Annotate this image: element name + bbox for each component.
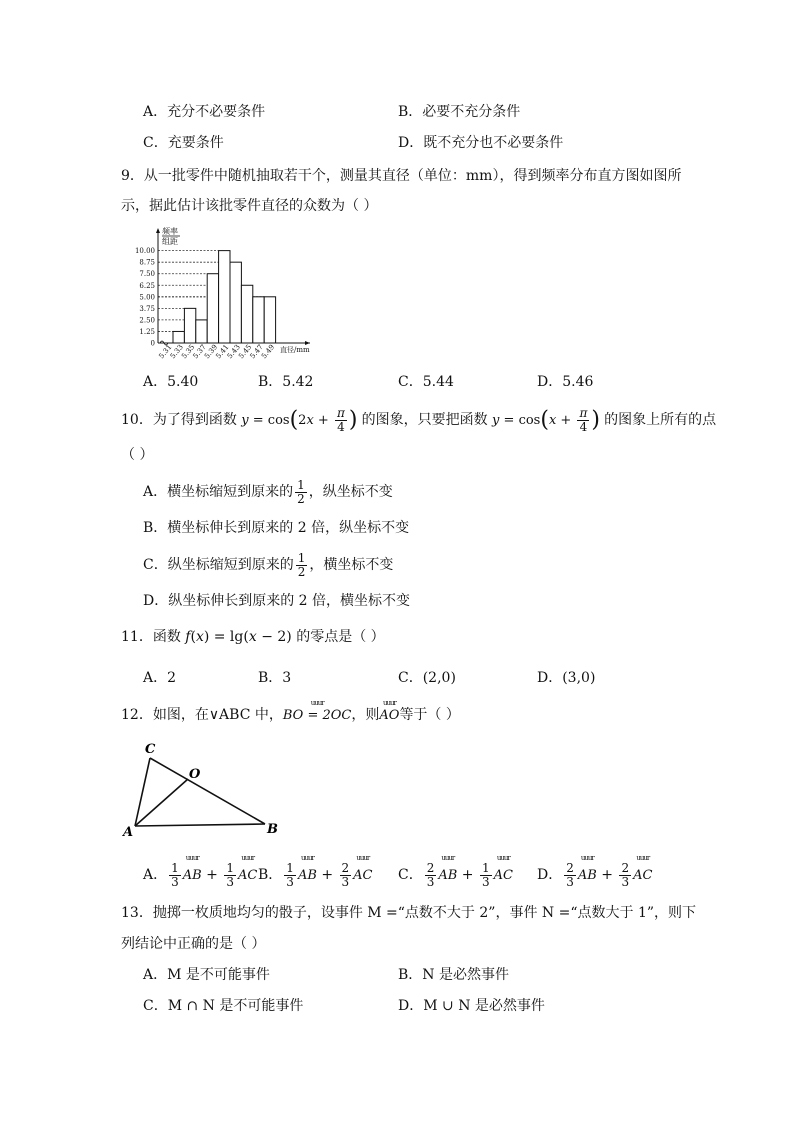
y-axis-label-bottom: 组距 — [162, 237, 178, 246]
x-axis-arrow — [305, 341, 310, 345]
histogram-bar — [230, 262, 241, 343]
q10-option-c-post: ，横坐标不变 — [309, 557, 394, 573]
q8-option-c: C．充要条件 — [143, 135, 224, 151]
q13-stem-line2: 列结论中正确的是（ ） — [121, 936, 266, 952]
y-tick-label: 1.25 — [139, 327, 155, 336]
fraction-numerator: 1 — [297, 477, 305, 492]
q10-suffix: 的图象上所有的点 — [604, 412, 717, 428]
y-axis-label-top: 频率 — [162, 227, 178, 236]
histogram-bar — [207, 274, 218, 343]
q10-option-a-post: ，纵坐标不变 — [308, 484, 393, 500]
fraction-denominator: 2 — [297, 564, 306, 579]
q11-option-a: A．2 — [143, 670, 177, 686]
y-tick-label: 6.25 — [139, 281, 155, 290]
q8-option-d: D．既不充分也不必要条件 — [398, 135, 564, 151]
q10-middle: 的图象，只要把函数 — [361, 412, 488, 428]
x-axis-label: 直径/mm — [280, 346, 310, 354]
q9-stem-line2: 示，据此估计该批零件直径的众数为（ ） — [121, 198, 378, 214]
q10-prefix: 10．为了得到函数 — [121, 412, 237, 428]
label-o: O — [189, 767, 201, 782]
q10-option-a-pre: A．横坐标缩短到原来的 — [143, 484, 294, 500]
q9-option-c: C．5.44 — [398, 374, 454, 390]
q12-option-a: A． $\frac{1}{3}$ uuur AB + $\frac{1}{3}$ uuur AC — [143, 854, 258, 889]
y-tick-label: 7.50 — [139, 270, 155, 279]
triangle-figure — [118, 738, 288, 842]
q11-option-b: B．3 — [258, 670, 292, 686]
y-tick-label: 8.75 — [139, 258, 155, 267]
y-tick-label: 2.50 — [139, 316, 155, 325]
x-tick-label: 5.45 — [237, 343, 254, 361]
q11-option-d: D．(3,0) — [537, 670, 596, 686]
q9-option-d: D．5.46 — [537, 374, 594, 390]
q12-ask-vector: uuur AO — [379, 699, 400, 723]
q12-condition: uuur BO = 2OC — [282, 699, 352, 723]
y-tick-label: 10.00 — [134, 247, 155, 256]
label-c: C — [145, 742, 156, 757]
q10-option-c — [143, 551, 393, 579]
q12-prefix: 12．如图，在∨ABC 中， — [121, 707, 283, 723]
q11-formula: f(x) = lg(x − 2) — [185, 629, 292, 645]
q13-stem-line1: 13．抛掷一枚质地均匀的骰子，设事件 M =“点数不大于 2”，事件 N =“点数大于 1”，则下 — [121, 905, 697, 921]
x-tick-label: 5.31 — [157, 343, 174, 361]
q11-prefix: 11．函数 — [121, 629, 181, 645]
frequency-histogram — [118, 226, 328, 366]
q10-function-target: y = cos(2x + $\frac{\pi}{4}$ ) — [241, 406, 358, 434]
x-tick-label: 5.47 — [248, 343, 265, 361]
x-tick-label: 5.41 — [214, 343, 231, 361]
q9-option-b: B．5.42 — [258, 374, 314, 390]
q11-option-c: C．(2,0) — [398, 670, 456, 686]
x-tick-label: 5.43 — [225, 343, 242, 361]
q13-option-b: B．N 是必然事件 — [398, 967, 509, 983]
q10-option-b: B．横坐标伸长到原来的 2 倍，纵坐标不变 — [143, 520, 410, 536]
x-tick-label: 5.39 — [202, 343, 220, 361]
y-tick-label: 3.75 — [139, 304, 155, 313]
fraction-denominator: 2 — [297, 491, 305, 506]
x-tick-label: 5.37 — [191, 343, 208, 361]
histogram-bar — [184, 308, 195, 343]
q10-option-c-pre: C．纵坐标缩短到原来的 — [143, 557, 294, 573]
q13-option-c: C．M ∩ N 是不可能事件 — [143, 998, 304, 1014]
q12-middle: ，则 — [351, 707, 380, 723]
q10-function-source: y = cos(x + $\frac{\pi}{4}$ ) — [492, 406, 600, 434]
label-b: B — [267, 822, 278, 837]
q12-option-b: B． $\frac{1}{3}$ uuur AB + $\frac{2}{3}$ uuur AC — [258, 854, 373, 889]
q10-paren: （ ） — [121, 447, 154, 463]
histogram-bar — [196, 320, 207, 343]
y-tick-label: 5.00 — [139, 293, 155, 302]
q11-suffix: 的零点是（ ） — [296, 629, 385, 645]
histogram-bar — [173, 331, 184, 343]
y-axis-arrow — [156, 228, 160, 233]
q11-stem — [121, 627, 385, 647]
q12-option-d: D． $\frac{2}{3}$ uuur AB + $\frac{2}{3}$ uuur AC — [537, 854, 653, 889]
q10-option-d: D．纵坐标伸长到原来的 2 倍，横坐标不变 — [143, 593, 411, 609]
q9-stem-line1: 9．从一批零件中随机抽取若干个，测量其直径（单位：mm），得到频率分布直方图如图所 — [121, 168, 682, 184]
histogram-bar — [264, 297, 275, 343]
x-tick-label: 5.33 — [168, 343, 185, 361]
fraction-numerator: 1 — [297, 550, 306, 565]
x-tick-label: 5.35 — [180, 343, 197, 361]
q12-option-c: C． $\frac{2}{3}$ uuur AB + $\frac{1}{3}$ uuur AC — [398, 854, 513, 889]
q12-suffix: 等于（ ） — [399, 707, 460, 723]
x-tick-label: 5.49 — [259, 343, 277, 361]
histogram-bar — [241, 285, 252, 343]
y-tick-label: 0 — [150, 339, 155, 348]
q13-option-a: A．M 是不可能事件 — [143, 967, 270, 983]
q10-option-a — [143, 478, 393, 506]
q10-stem — [121, 407, 716, 434]
q13-option-d: D．M ∪ N 是必然事件 — [398, 998, 545, 1014]
q12-stem — [121, 699, 460, 726]
q9-option-a: A．5.40 — [143, 374, 199, 390]
q8-option-a: A．充分不必要条件 — [143, 104, 266, 120]
q8-option-b: B．必要不充分条件 — [398, 104, 521, 120]
label-a: A — [123, 825, 134, 840]
histogram-bar — [253, 297, 264, 343]
histogram-bar — [219, 251, 230, 343]
